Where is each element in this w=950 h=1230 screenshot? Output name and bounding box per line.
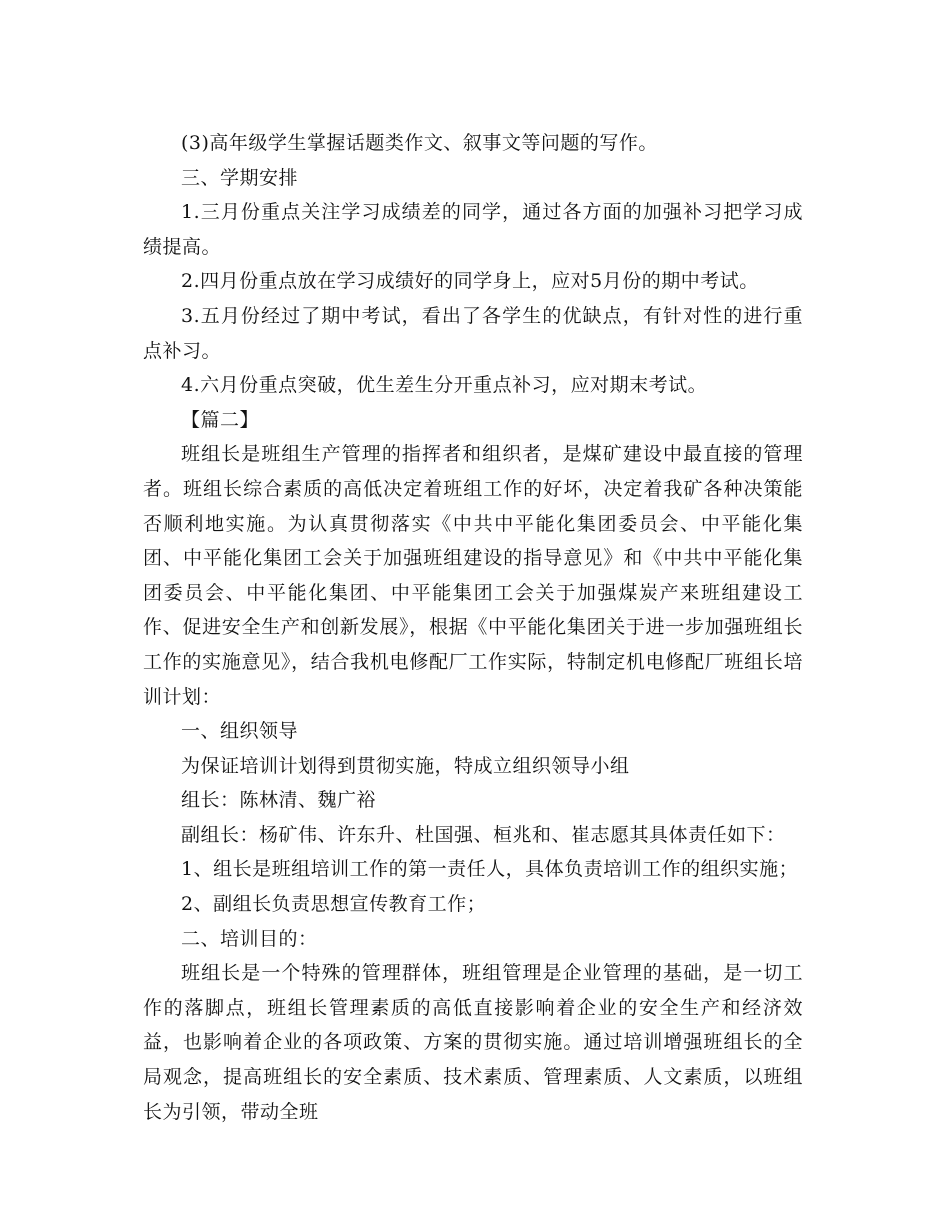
paragraph-training-purpose: 班组长是一个特殊的管理群体，班组管理是企业管理的基础，是一切工作的落脚点，班组长管理素质的高低直接影响着企业的安全生产和经济效益，也影响着企业的各项政策、方案的贯彻实施。通过培训增强班组长的全局观念，提高班组长的安全素质、技术素质、管理素质、人文素质，以班组长为引领，带动全班 <box>143 962 803 1123</box>
paragraph-leader-responsibility: 1、组长是班组培训工作的第一责任人，具体负责培训工作的组织实施； <box>181 858 799 881</box>
paragraph-april-plan: 2.四月份重点放在学习成绩好的同学身上，应对5月份的期中考试。 <box>181 270 759 293</box>
paragraph-june-plan: 4.六月份重点突破，优生差生分开重点补习，应对期末考试。 <box>181 374 708 397</box>
heading-training-purpose: 二、培训目的： <box>181 927 318 950</box>
paragraph-deputy-leaders: 副组长：杨矿伟、许东升、杜国强、桓兆和、崔志愿其具体责任如下： <box>181 823 786 846</box>
paragraph-leadership-group: 为保证培训计划得到贯彻实施，特成立组织领导小组 <box>181 754 630 777</box>
paragraph-march-plan: 1.三月份重点关注学习成绩差的同学，通过各方面的加强补习把学习成绩提高。 <box>143 201 803 258</box>
paragraph-deputy-responsibility: 2、副组长负责思想宣传教育工作； <box>181 893 487 916</box>
heading-semester-schedule: 三、学期安排 <box>181 166 299 189</box>
section-title-part-two: 【篇二】 <box>181 408 260 431</box>
paragraph-group-leaders: 组长：陈林清、魏广裕 <box>181 789 377 812</box>
paragraph-may-plan: 3.五月份经过了期中考试，看出了各学生的优缺点，有针对性的进行重点补习。 <box>143 304 803 362</box>
paragraph-writing-goal: (3)高年级学生掌握话题类作文、叙事文等问题的写作。 <box>181 132 658 154</box>
heading-organization-leadership: 一、组织领导 <box>181 720 299 743</box>
document-body <box>143 126 803 1129</box>
paragraph-team-leader-intro: 班组长是班组生产管理的指挥者和组织者，是煤矿建设中最直接的管理者。班组长综合素质的高低决定着班组工作的好坏，决定着我矿各种决策能否顺利地实施。为认真贯彻落实《中共中平能化集团委员会、中平能化集团、中平能化集团工会关于加强班组建设的指导意见》和《中共中平能化集团委员会、中平能化集团、中平能集团工会关于加强煤炭产来班组建设工作、促进安全生产和创新发展》，根据《中平能化集团关于进一步加强班组长工作的实施意见》，结合我机电修配厂工作实际，特制定机电修配厂班组长培训计划： <box>143 443 803 708</box>
